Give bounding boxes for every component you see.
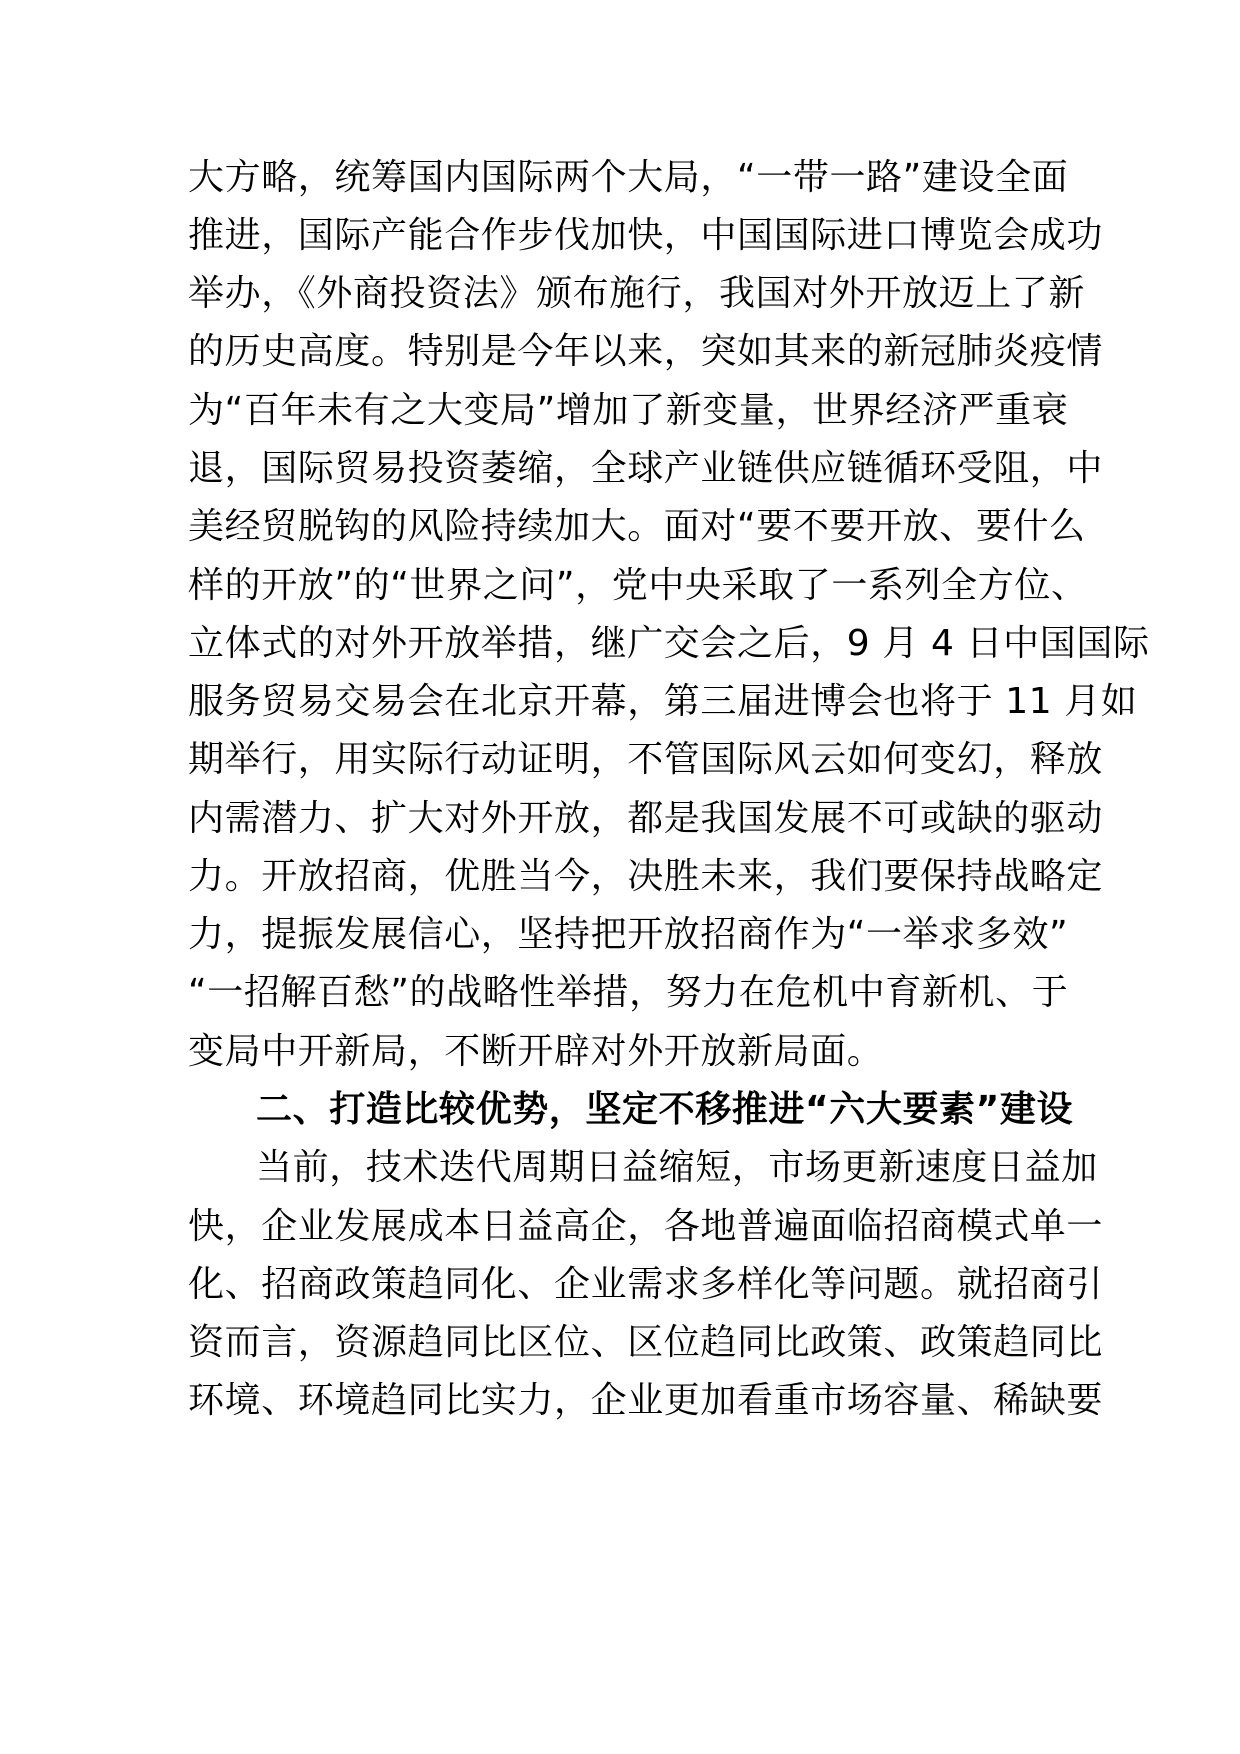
paragraph-line: 资而言，资源趋同比区位、区位趋同比政策、政策趋同比: [188, 1322, 1104, 1363]
paragraph-line: 力，提振发展信心，坚持把开放招商作为“一举求多效”: [188, 914, 1069, 955]
paragraph-line: 快，企业发展成本日益高企，各地普遍面临招商模式单一: [188, 1206, 1104, 1247]
paragraph-line: 变局中开新局，不断开辟对外开放新局面。: [188, 1031, 884, 1072]
paragraph-line: 为“百年未有之大变局”增加了新变量，世界经济严重衰: [188, 390, 1069, 431]
paragraph-line: 当前，技术迭代周期日益缩短，市场更新速度日益加: [256, 1147, 1098, 1188]
paragraph-line: 期举行，用实际行动证明，不管国际风云如何变幻，释放: [188, 739, 1104, 780]
paragraph-line: 美经贸脱钩的风险持续加大。面对“要不要开放、要什么: [188, 506, 1086, 547]
paragraph-line: 退，国际贸易投资萎缩，全球产业链供应链循环受阻，中: [188, 448, 1104, 489]
paragraph-line: 举办，《外商投资法》颁布施行，我国对外开放迈上了新: [188, 273, 1086, 314]
paragraph-line: “一招解百愁”的战略性举措，努力在危机中育新机、于: [188, 972, 1069, 1013]
paragraph-line: 内需潜力、扩大对外开放，都是我国发展不可或缺的驱动: [188, 798, 1104, 839]
section-heading: 二、打造比较优势，坚定不移推进“六大要素”建设: [256, 1089, 1074, 1130]
paragraph-line: 化、招商政策趋同化、企业需求多样化等问题。就招商引: [188, 1264, 1104, 1305]
paragraph-line: 立体式的对外开放举措，继广交会之后，9 月 4 日中国国际: [188, 623, 1150, 664]
paragraph-line: 大方略，统筹国内国际两个大局，“一带一路”建设全面: [188, 157, 1069, 198]
paragraph-line: 推进，国际产能合作步伐加快，中国国际进口博览会成功: [188, 215, 1104, 256]
paragraph-line: 服务贸易交易会在北京开幕，第三届进博会也将于 11 月如: [188, 681, 1138, 722]
paragraph-line: 样的开放”的“世界之问”，党中央采取了一系列全方位、: [188, 565, 1088, 606]
paragraph-line: 的历史高度。特别是今年以来，突如其来的新冠肺炎疫情: [188, 331, 1104, 372]
paragraph-line: 环境、环境趋同比实力，企业更加看重市场容量、稀缺要: [188, 1380, 1104, 1421]
paragraph-line: 力。开放招商，优胜当今，决胜未来，我们要保持战略定: [188, 856, 1104, 897]
